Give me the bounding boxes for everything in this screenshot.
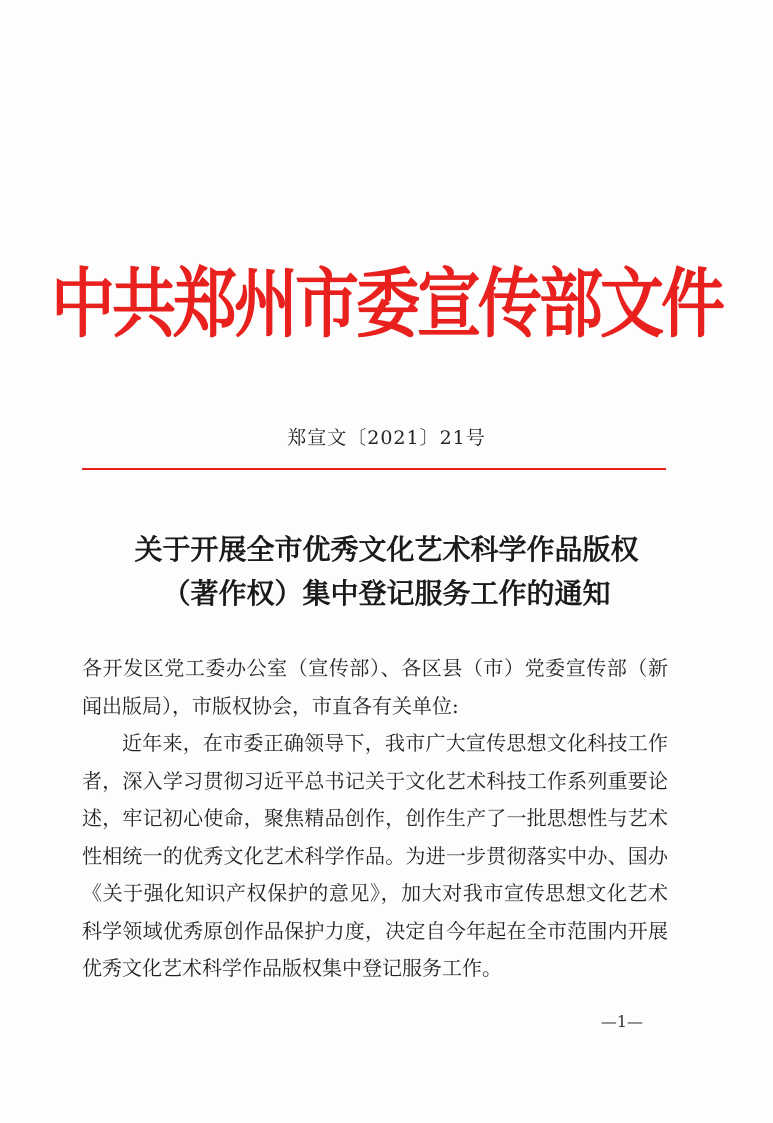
red-divider-line — [82, 468, 666, 470]
addressee-paragraph: 各开发区党工委办公室（宣传部）、各区县（市）党委宣传部（新闻出版局），市版权协会，市直各有关单位: — [82, 656, 668, 718]
notice-title-line-1: 关于开展全市优秀文化艺术科学作品版权 — [134, 533, 639, 566]
notice-title — [0, 528, 773, 616]
document-number: 郑宣文〔2021〕21号 — [287, 427, 486, 449]
page-number: —1— — [600, 1012, 643, 1031]
body-paragraph-1: 近年来，在市委正确领导下，我市广大宣传思想文化科技工作者，深入学习贯彻习近平总书记关于文化艺术科技工作系列重要论述，牢记初心使命，聚焦精品创作，创作生产了一批思想性与艺术性相统一的优秀文化艺术科学作品。为进一步贯彻落实中办、国办《关于强化知识产权保护的意见》，加大对我市宣传思想文化艺术科学领域优秀原创作品保护力度，决定自今年起在全市范围内开展优秀文化艺术科学作品版权集中登记服务工作。 — [82, 731, 668, 980]
notice-body — [82, 650, 668, 988]
notice-title-line-2: （著作权）集中登记服务工作的通知 — [162, 577, 611, 610]
document-header-title: 中共郑州市委宣传部文件 — [51, 261, 722, 349]
